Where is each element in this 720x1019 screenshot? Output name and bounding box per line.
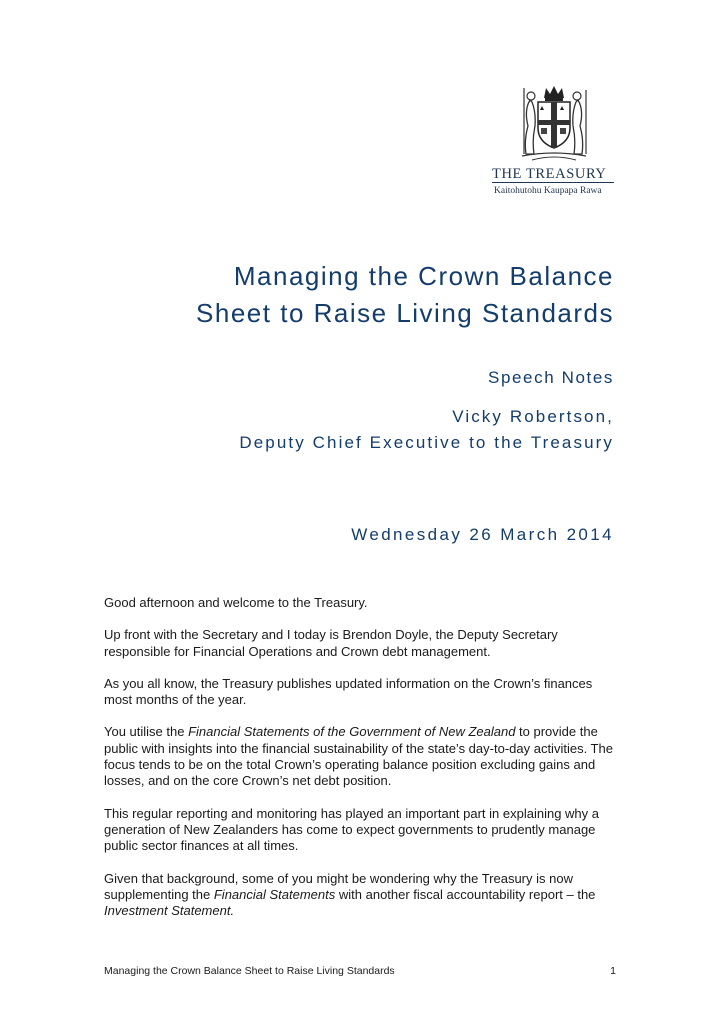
logo-wordmark: THE TREASURY [492,166,607,182]
document-title [196,258,614,332]
paragraph-5: This regular reporting and monitoring has played an important part in explaining why a generation of New Zealanders has come to expect governments to prudently manage public sector finances at all times. [104,805,600,854]
logo-divider [492,182,614,183]
document-subtitle: Speech Notes [488,368,614,387]
paragraph-6-text-a: Given that background, some of you might be wondering why the Treasury is now supplementing the [104,870,573,902]
paragraph-4 [104,724,624,789]
page-number: 1 [610,965,616,977]
speech-body [104,595,624,935]
paragraph-2: Up front with the Secretary and I today is Brendon Doyle, the Deputy Secretary responsible for Financial Operations and Crown debt management. [104,627,558,659]
logo-subtitle: Kaitohutohu Kaupapa Rawa [494,186,602,196]
title-line-1: Managing the Crown Balance [233,261,614,291]
speaker-name: Vicky Robertson, [452,407,614,426]
paragraph-4-italic: Financial Statements of the Government of New Zealand [188,724,516,740]
speaker-role: Deputy Chief Executive to the Treasury [239,433,614,452]
page-footer [104,965,616,977]
paragraph-6-text-b: with another fiscal accountability report – the [335,886,596,902]
coat-of-arms-icon [502,80,606,164]
paragraph-6-italic-2: Investment Statement. [104,903,235,919]
speaker-block [239,404,614,456]
paragraph-4-text-a: You utilise the [104,724,189,740]
treasury-logo [492,80,616,204]
title-line-2: Sheet to Raise Living Standards [196,298,614,328]
paragraph-6 [104,871,624,920]
paragraph-4-text-b: to provide the public with insights into the financial sustainability of the state’s day-to-day activities. The focus tends to be on the total Crown’s operating balance position excluding gains and losses, and on the core Crown’s net debt position. [104,724,613,789]
speech-date: Wednesday 26 March 2014 [351,525,614,544]
paragraph-3: As you all know, the Treasury publishes updated information on the Crown’s finances most months of the year. [104,675,593,708]
footer-title: Managing the Crown Balance Sheet to Raise Living Standards [104,965,395,977]
paragraph-1: Good afternoon and welcome to the Treasury. [104,595,368,610]
paragraph-6-italic-1: Financial Statements [213,886,336,902]
